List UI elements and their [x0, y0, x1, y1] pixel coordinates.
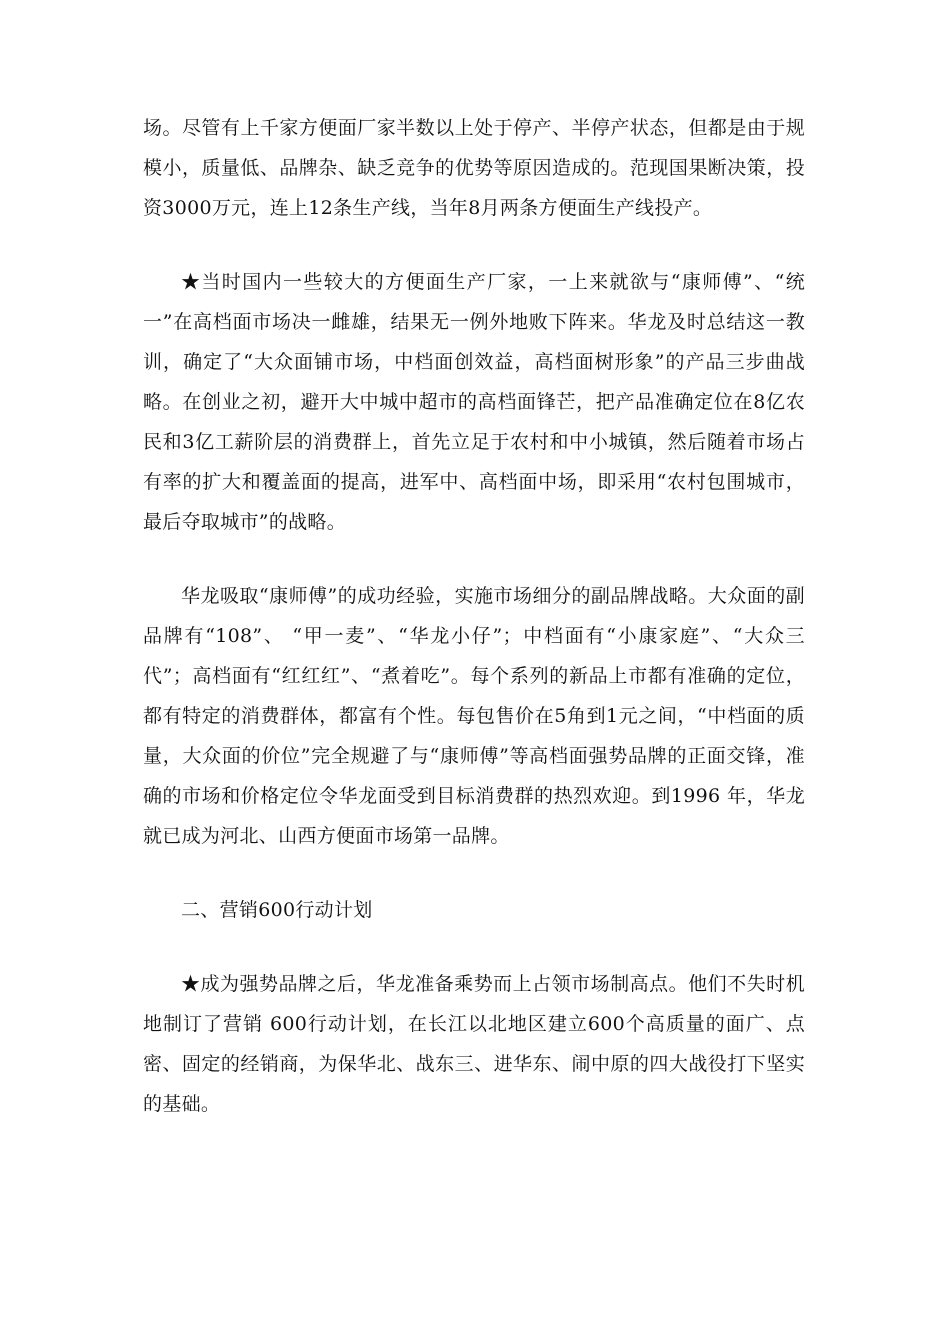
paragraph-600-plan: ★成为强势品牌之后，华龙准备乘势而上占领市场制高点。他们不失时机地制订了营销 600行动计划，在长江以北地区建立600个高质量的面广、点密、固定的经销商，为保华北、战东三、进华东、闹中原的四大战役打下坚实的基础。 [143, 973, 805, 1115]
document-body [143, 108, 805, 1158]
paragraph-sub-brand-strategy: 华龙吸取“康师傅”的成功经验，实施市场细分的副品牌战略。大众面的副品牌有“108”、 “甲一麦”、“华龙小仔”；中档面有“小康家庭”、“大众三代”；高档面有“红红红”、“煮着吃”。每个系列的新品上市都有准确的定位，都有特定的消费群体，都富有个性。每包售价在5角到1元之间，“中档面的质量，大众面的价位”完全规避了与“康师傅”等高档面强势品牌的正面交锋，准确的市场和价格定位令华龙面受到目标消费群的热烈欢迎。到1996 年，华龙就已成为河北、山西方便面市场第一品牌。 [143, 585, 805, 847]
section-heading: 二、营销600行动计划 [181, 899, 373, 921]
paragraph-market-positioning: ★当时国内一些较大的方便面生产厂家，一上来就欲与“康师傅”、“统一”在高档面市场决一雌雄，结果无一例外地败下阵来。华龙及时总结这一教训，确定了“大众面铺市场，中档面创效益，高档面树形象”的产品三步曲战略。在创业之初，避开大中城中超市的高档面锋芒，把产品准确定位在8亿农民和3亿工薪阶层的消费群上，首先立足于农村和中小城镇，然后随着市场占有率的扩大和覆盖面的提高，进军中、高档面中场，即采用“农村包围城市，最后夺取城市”的战略。 [143, 271, 805, 533]
paragraph-continuation: 场。尽管有上千家方便面厂家半数以上处于停产、半停产状态，但都是由于规模小，质量低、品牌杂、缺乏竞争的优势等原因造成的。范现国果断决策，投资3000万元，连上12条生产线，当年8月两条方便面生产线投产。 [143, 117, 805, 219]
